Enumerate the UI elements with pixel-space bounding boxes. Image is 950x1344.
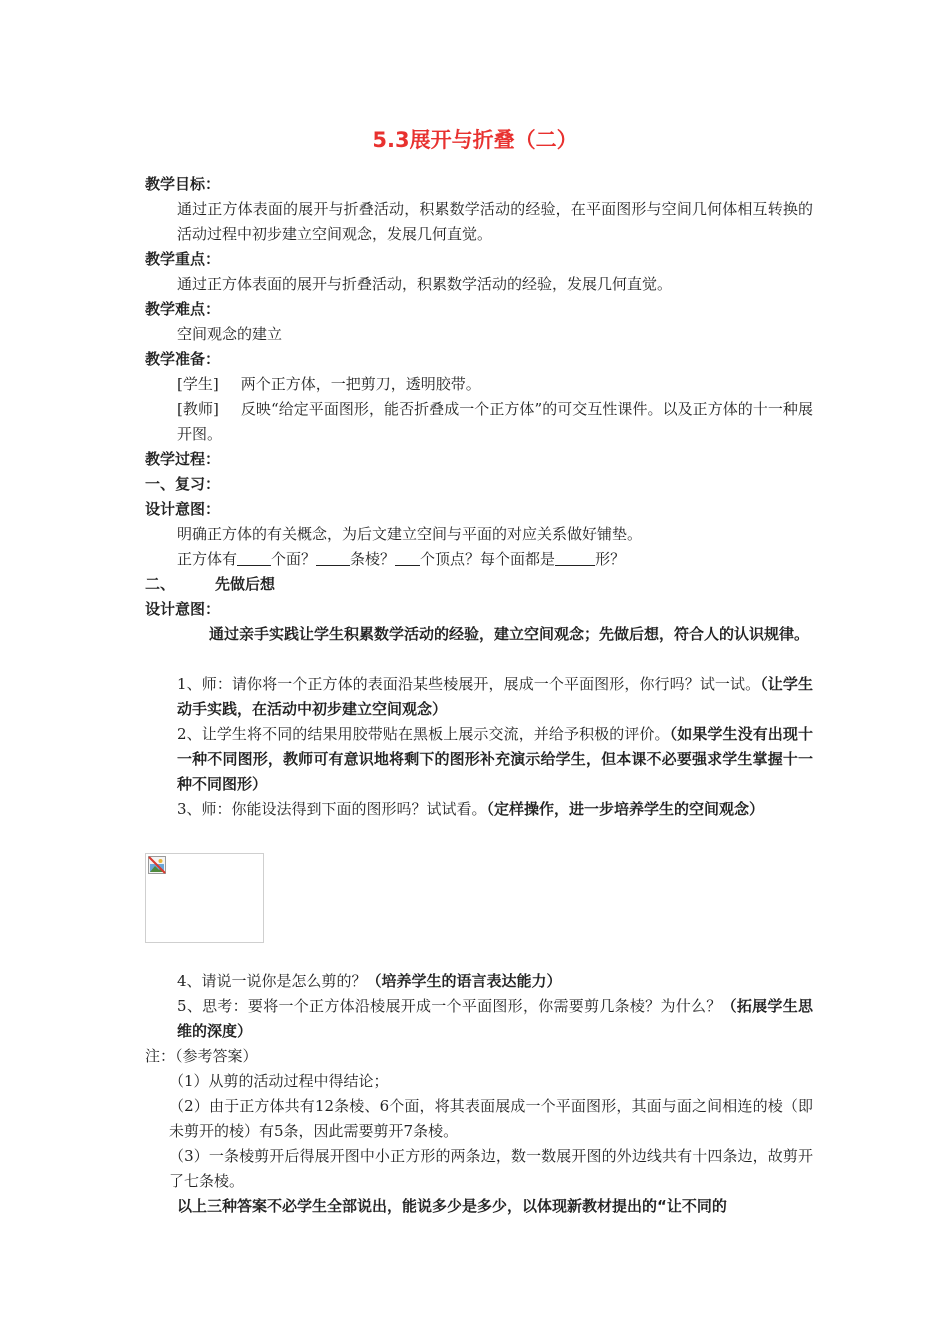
lesson-content — [145, 172, 813, 1219]
conclusion: 以上三种答案不必学生全部说出，能说多少是多少，以体现新教材提出的“让不同的 — [177, 1197, 727, 1215]
teacher-text: 反映“给定平面图形，能否折叠成一个正方体”的可交互性课件。以及正方体的十一种展开图。 — [177, 400, 813, 443]
section2-design-heading: 设计意图： — [145, 600, 221, 618]
key-points-heading: 教学重点： — [145, 250, 221, 268]
key-points-text: 通过正方体表面的展开与折叠活动，积累数学活动的经验，发展几何直觉。 — [177, 275, 673, 293]
review-design-heading: 设计意图： — [145, 500, 221, 518]
student-text: 两个正方体，一把剪刀，透明胶带。 — [240, 375, 481, 393]
blank-edges — [316, 551, 350, 566]
page-title: 5.3展开与折叠（二） — [372, 128, 578, 152]
answer-3: （3）一条棱剪开后得展开图中小正方形的两条边，数一数展开图的外边线共有十四条边，故剪开了七条棱。 — [169, 1147, 813, 1190]
item-1: 1、师：请你将一个正方体的表面沿某些棱展开，展成一个平面图形，你行吗？试一试。（让学生动手实践，在活动中初步建立空间观念） — [177, 675, 813, 718]
broken-image-icon — [148, 856, 166, 874]
preparation-teacher — [145, 397, 813, 447]
preparation-student — [145, 372, 813, 397]
section2-heading: 二、 先做后想 — [145, 575, 276, 593]
notes-heading: 注：（参考答案） — [145, 1047, 258, 1065]
preparation-heading: 教学准备： — [145, 350, 221, 368]
goals-heading: 教学目标： — [145, 175, 221, 193]
item-5: 5、思考：要将一个正方体沿棱展开成一个平面图形，你需要剪几条棱？为什么？（拓展学生思维的深度） — [177, 997, 813, 1040]
review-question: 正方体有 个面？ 条棱？ 个顶点？每个面都是 形？ — [177, 550, 626, 568]
difficulty-text: 空间观念的建立 — [177, 325, 283, 343]
difficulty-heading: 教学难点： — [145, 300, 221, 318]
review-design-text: 明确正方体的有关概念，为后文建立空间与平面的对应关系做好铺垫。 — [177, 525, 643, 543]
blank-faces — [237, 551, 271, 566]
answer-2: （2）由于正方体共有12条棱、6个面，将其表面展成一个平面图形，其面与面之间相连的棱（即未剪开的棱）有5条，因此需要剪开7条棱。 — [169, 1097, 813, 1140]
student-tag: [学生] — [177, 375, 219, 393]
item-3: 3、师：你能设法得到下面的图形吗？试试看。（定样操作，进一步培养学生的空间观念） — [177, 800, 765, 818]
process-heading: 教学过程： — [145, 450, 221, 468]
item-4: 4、请说一说你是怎么剪的？（培养学生的语言表达能力） — [177, 972, 562, 990]
item-2: 2、让学生将不同的结果用胶带贴在黑板上展示交流，并给予积极的评价。（如果学生没有出现十一种不同图形，教师可有意识地将剩下的图形补充演示给学生，但本课不必要强求学生掌握十一种不同图形） — [177, 725, 813, 793]
blank-vertices — [395, 551, 420, 566]
image-placeholder — [145, 853, 264, 943]
blank-shape — [555, 551, 595, 566]
answer-1: （1）从剪的活动过程中得结论； — [169, 1072, 389, 1090]
goals-text: 通过正方体表面的展开与折叠活动，积累数学活动的经验，在平面图形与空间几何体相互转换的活动过程中初步建立空间观念，发展几何直觉。 — [177, 200, 813, 243]
review-heading: 一、复习： — [145, 475, 221, 493]
teacher-tag: [教师] — [177, 400, 219, 418]
section2-design-text: 通过亲手实践让学生积累数学活动的经验，建立空间观念；先做后想，符合人的认识规律。 — [209, 625, 810, 643]
